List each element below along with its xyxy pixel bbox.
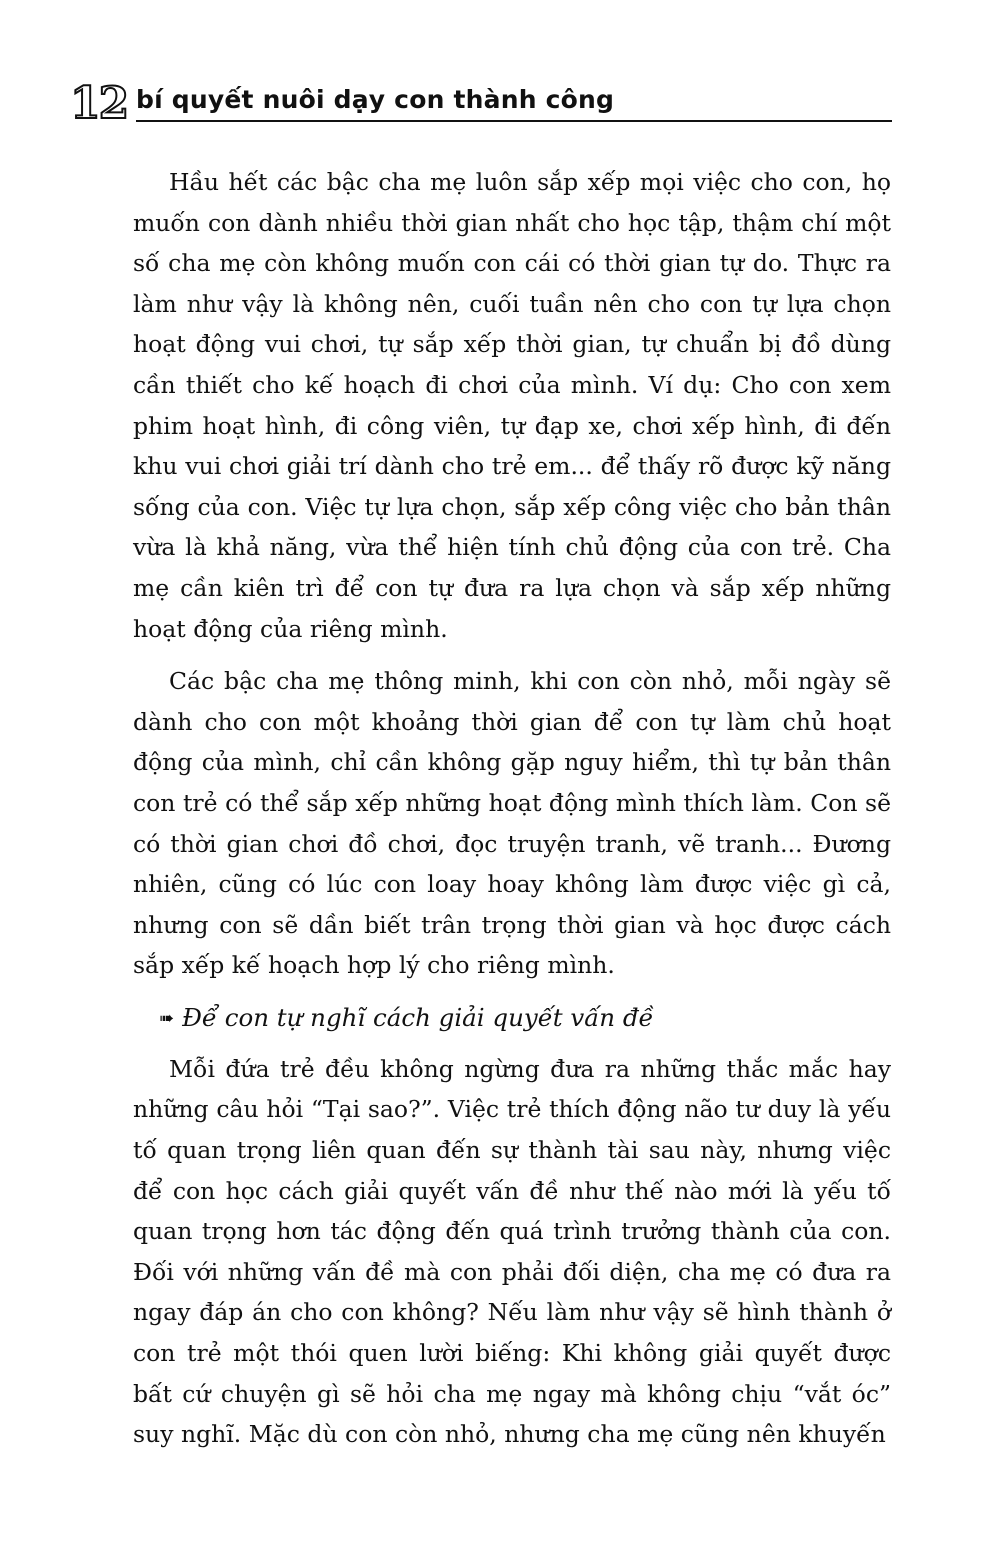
- body-paragraph-2: Các bậc cha mẹ thông minh, khi con còn nhỏ, mỗi ngày sẽ dành cho con một khoảng thời gian để con tự làm chủ hoạt động của mình, chỉ cần không gặp nguy hiểm, thì tự bản thân con trẻ có thể sắp xếp những hoạt động mình thích làm. Con sẽ có thời gian chơi đồ chơi, đọc truyện tranh, vẽ tranh... Đương nhiên, cũng có lúc con loay hoay không làm được việc gì cả, nhưng con sẽ dần biết trân trọng thời gian và học được cách sắp xếp kế hoạch hợp lý cho riêng mình.: [133, 667, 891, 980]
- running-title: bí quyết nuôi dạy con thành công: [136, 85, 615, 114]
- body-paragraph-1: Hầu hết các bậc cha mẹ luôn sắp xếp mọi việc cho con, họ muốn con dành nhiều thời gian nhất cho học tập, thậm chí một số cha mẹ còn không muốn con cái có thời gian tự do. Thực ra làm như vậy là không nên, cuối tuần nên cho con tự lựa chọn hoạt động vui chơi, tự sắp xếp thời gian, tự chuẩn bị đồ dùng cần thiết cho kế hoạch đi chơi của mình. Ví dụ: Cho con xem phim hoạt hình, đi công viên, tự đạp xe, chơi xếp hình, đi đến khu vui chơi giải trí dành cho trẻ em... để thấy rõ được kỹ năng sống của con. Việc tự lựa chọn, sắp xếp công việc cho bản thân vừa là khả năng, vừa thể hiện tính chủ động của con trẻ. Cha mẹ cần kiên trì để con tự đưa ra lựa chọn và sắp xếp những hoạt động của riêng mình.: [133, 168, 891, 643]
- section-heading-text: Để con tự nghĩ cách giải quyết vấn đề: [182, 1002, 654, 1032]
- page-body: [133, 162, 891, 1467]
- arrow-right-icon: ➠: [159, 1007, 175, 1029]
- body-paragraph-3: Mỗi đứa trẻ đều không ngừng đưa ra những thắc mắc hay những câu hỏi “Tại sao?”. Việc trẻ thích động não tư duy là yếu tố quan trọng liên quan đến sự thành tài sau này, nhưng việc để con học cách giải quyết vấn đề như thế nào mới là yếu tố quan trọng hơn tác động đến quá trình trưởng thành của con. Đối với những vấn đề mà con phải đối diện, cha mẹ có đưa ra ngay đáp án cho con không? Nếu làm như vậy sẽ hình thành ở con trẻ một thói quen lười biếng: Khi không giải quyết được bất cứ chuyện gì sẽ hỏi cha mẹ ngay mà không chịu “vắt óc” suy nghĩ. Mặc dù con còn nhỏ, nhưng cha mẹ cũng nên khuyến: [133, 1054, 891, 1449]
- page-header: [70, 78, 892, 130]
- page-number: 12: [70, 78, 128, 129]
- header-rule: [136, 120, 892, 122]
- section-heading: [159, 998, 891, 1039]
